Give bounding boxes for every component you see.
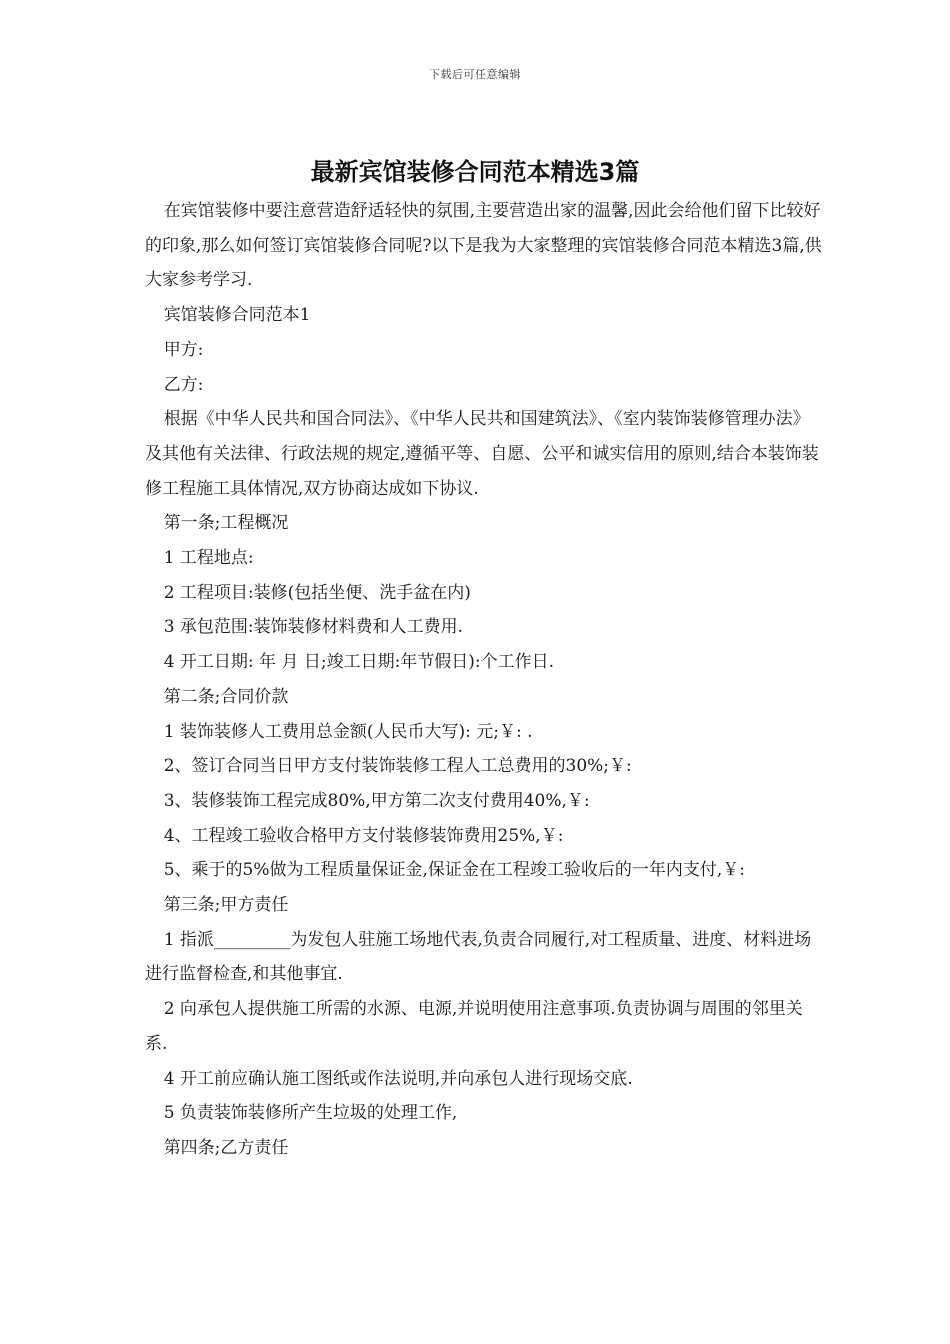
- paragraph: 1 装饰装修人工费用总金额(人民币大写): 元;￥: .: [163, 721, 533, 742]
- paragraph: 第二条;合同价款: [163, 686, 289, 707]
- paragraph: 第三条;甲方责任: [163, 895, 289, 916]
- paragraph: 2 工程项目:装修(包括坐便、洗手盆在内): [163, 582, 471, 603]
- paragraph: 4、工程竣工验收合格甲方支付装修装饰费用25%,￥:: [163, 825, 564, 846]
- document-title: 最新宾馆装修合同范本精选3篇: [310, 158, 640, 186]
- paragraph: 5、乘于的5%做为工程质量保证金,保证金在工程竣工验收后的一年内支付,￥:: [163, 860, 746, 881]
- paragraph: 在宾馆装修中要注意营造舒适轻快的氛围,主要营造出家的温馨,因此会给他们留下比较好的印象,那么如何签订宾馆装修合同呢?以下是我为大家整理的宾馆装修合同范本精选3篇,供大家参考学习.: [145, 201, 822, 291]
- paragraph: 第四条;乙方责任: [163, 1137, 289, 1158]
- paragraph: 3、装修装饰工程完成80%,甲方第二次支付费用40%,￥:: [163, 790, 590, 811]
- paragraph: 2 向承包人提供施工所需的水源、电源,并说明使用注意事项.负责协调与周围的邻里关系.: [145, 999, 803, 1054]
- paragraph: 第一条;工程概况: [163, 513, 289, 534]
- paragraph: 宾馆装修合同范本1: [163, 305, 311, 326]
- paragraph: 2、签订合同当日甲方支付装饰装修工程人工总费用的30%;￥:: [163, 756, 632, 777]
- document-body: [145, 194, 825, 1166]
- paragraph: 甲方:: [163, 339, 204, 360]
- header-note: 下载后可任意编辑: [429, 68, 521, 81]
- paragraph: 乙方:: [163, 374, 204, 395]
- paragraph: 4 开工日期: 年 月 日;竣工日期:年节假日):个工作日.: [163, 652, 555, 673]
- paragraph: 5 负责装饰装修所产生垃圾的处理工作,: [163, 1103, 458, 1124]
- paragraph: 根据《中华人民共和国合同法》、《中华人民共和国建筑法》、《室内装饰装修管理办法》及其他有关法律、行政法规的规定,遵循平等、自愿、公平和诚实信用的原则,结合本装饰装修工程施工具体情况,双方协商达成如下协议.: [145, 409, 819, 499]
- paragraph: 3 承包范围:装饰装修材料费和人工费用.: [163, 617, 464, 638]
- paragraph: 4 开工前应确认施工图纸或作法说明,并向承包人进行现场交底.: [163, 1068, 633, 1089]
- paragraph: 1 工程地点:: [163, 548, 254, 569]
- paragraph: 1 指派_________为发包人驻施工场地代表,负责合同履行,对工程质量、进度、材料进场进行监督检查,和其他事宜.: [145, 929, 812, 985]
